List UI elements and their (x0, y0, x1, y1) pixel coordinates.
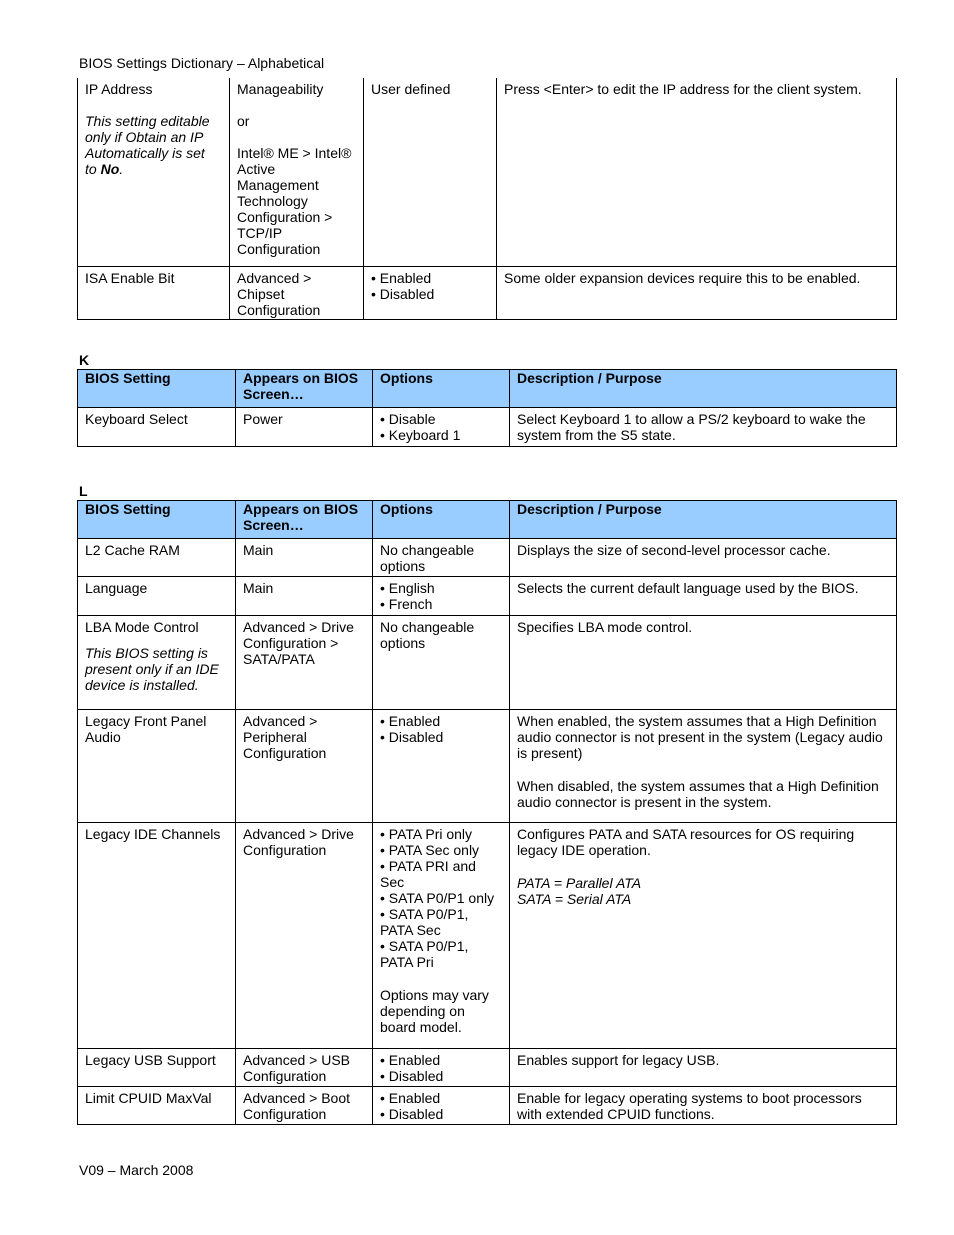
option-item: • PATA Pri only (380, 826, 473, 842)
description-cell: Select Keyboard 1 to allow a PS/2 keyboard to wake the system from the S5 state. (510, 408, 897, 447)
options-cell (373, 710, 510, 823)
column-header: Description / Purpose (510, 501, 897, 539)
options-cell (373, 823, 510, 1049)
setting-cell: Legacy IDE Channels (78, 823, 236, 1049)
column-header: Options (373, 501, 510, 539)
option-item: • SATA P0/P1, PATA Sec (380, 906, 469, 938)
description-paragraph: When enabled, the system assumes that a High Definition audio connector is not present in the system (Legacy audio is present) (517, 713, 883, 761)
options-cell (373, 408, 510, 447)
setting-note: This setting editable only if Obtain an IP Automatically is set to No. (85, 113, 210, 177)
column-header: BIOS Setting (78, 370, 236, 408)
screen-cell (230, 78, 364, 266)
description-paragraph: When disabled, the system assumes that a High Definition audio connector is present in the system. (517, 778, 879, 810)
setting-cell: Limit CPUID MaxVal (78, 1087, 236, 1125)
table-row (78, 577, 897, 616)
setting-note: This BIOS setting is present only if an IDE device is installed. (85, 645, 219, 693)
option-item: • French (380, 596, 433, 612)
table-row (78, 266, 897, 319)
setting-cell: Language (78, 577, 236, 616)
option-item: • Keyboard 1 (380, 427, 461, 443)
table-row (78, 1087, 897, 1125)
screen-cell: Advanced > Boot Configuration (236, 1087, 373, 1125)
description-cell: Some older expansion devices require this to be enabled. (497, 266, 897, 319)
screen-path: Manageability (237, 81, 324, 97)
option-item: • Enabled (380, 1090, 441, 1106)
option-item: • SATA P0/P1, PATA Pri (380, 938, 469, 970)
table-row (78, 710, 897, 823)
description-cell: Displays the size of second-level processor cache. (510, 539, 897, 577)
description-cell: Enable for legacy operating systems to boot processors with extended CPUID functions. (510, 1087, 897, 1125)
description-cell: Press <Enter> to edit the IP address for the client system. (497, 78, 897, 266)
column-header: Description / Purpose (510, 370, 897, 408)
column-header: Options (373, 370, 510, 408)
screen-path: Intel® ME > Intel® Active Management Technology Configuration > TCP/IP Configuration (237, 145, 352, 257)
page-header: BIOS Settings Dictionary – Alphabetical (79, 55, 325, 71)
description-cell: Selects the current default language used by the BIOS. (510, 577, 897, 616)
setting-name: LBA Mode Control (85, 619, 199, 635)
description-note: SATA = Serial ATA (517, 891, 632, 907)
option-item: • Enabled (380, 1052, 441, 1068)
option-item: • Enabled (371, 269, 432, 286)
setting-cell (78, 616, 236, 710)
screen-cell: Advanced > Chipset Configuration (230, 266, 364, 319)
option-item: • PATA PRI and Sec (380, 858, 476, 890)
description-cell: Enables support for legacy USB. (510, 1049, 897, 1087)
option-item: • Disabled (380, 1106, 444, 1122)
option-item: • English (380, 580, 435, 596)
table-row (78, 78, 897, 266)
option-item: • PATA Sec only (380, 842, 480, 858)
description-note: PATA = Parallel ATA (517, 875, 642, 891)
options-note: Options may vary depending on board model. (380, 987, 489, 1035)
screen-cell: Advanced > Peripheral Configuration (236, 710, 373, 823)
screen-cell: Advanced > USB Configuration (236, 1049, 373, 1087)
setting-cell: L2 Cache RAM (78, 539, 236, 577)
setting-name: IP Address (85, 81, 153, 97)
options-cell (373, 577, 510, 616)
setting-cell: Keyboard Select (78, 408, 236, 447)
table-header-row (78, 501, 897, 539)
table-row (78, 823, 897, 1049)
option-item: • Disable (380, 411, 436, 427)
setting-cell: Legacy Front Panel Audio (78, 710, 236, 823)
setting-cell: ISA Enable Bit (78, 266, 230, 319)
options-cell: No changeable options (373, 616, 510, 710)
column-header: Appears on BIOS Screen… (236, 501, 373, 539)
options-cell: No changeable options (373, 539, 510, 577)
setting-cell: Legacy USB Support (78, 1049, 236, 1087)
table-row (78, 616, 897, 710)
options-cell: User defined (364, 78, 497, 266)
screen-cell: Advanced > Drive Configuration (236, 823, 373, 1049)
options-cell (373, 1049, 510, 1087)
description-cell (510, 710, 897, 823)
screen-cell: Power (236, 408, 373, 447)
description-paragraph: Configures PATA and SATA resources for OS requiring legacy IDE operation. (517, 826, 855, 858)
table-row (78, 539, 897, 577)
table-i-continued (77, 78, 897, 320)
description-cell: Specifies LBA mode control. (510, 616, 897, 710)
screen-cell: Main (236, 539, 373, 577)
page-footer: V09 – March 2008 (79, 1162, 194, 1178)
column-header: BIOS Setting (78, 501, 236, 539)
table-l (77, 500, 897, 1125)
option-item: • Disabled (380, 1068, 444, 1084)
option-item: • SATA P0/P1 only (380, 890, 495, 906)
section-letter-k: K (79, 352, 90, 368)
table-header-row (78, 370, 897, 408)
column-header: Appears on BIOS Screen… (236, 370, 373, 408)
section-letter-l: L (79, 483, 88, 499)
option-item: • Disabled (371, 285, 435, 302)
option-item: • Enabled (380, 713, 441, 729)
options-cell (373, 1087, 510, 1125)
option-item: • Disabled (380, 729, 444, 745)
options-cell (364, 266, 497, 319)
table-k (77, 369, 897, 447)
setting-cell (78, 78, 230, 266)
screen-cell: Main (236, 577, 373, 616)
screen-cell: Advanced > Drive Configuration > SATA/PATA (236, 616, 373, 710)
table-row (78, 408, 897, 447)
table-row (78, 1049, 897, 1087)
screen-or: or (237, 113, 250, 129)
description-cell (510, 823, 897, 1049)
